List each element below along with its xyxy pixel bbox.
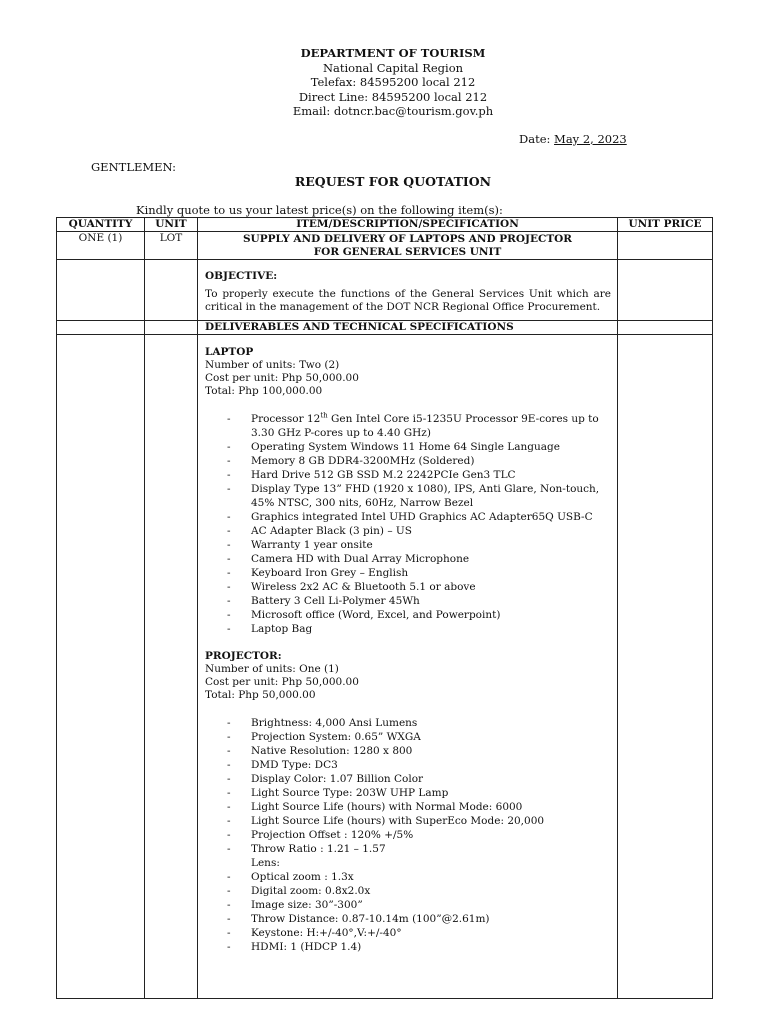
list-item: - Keystone: H:+/-40°,V:+/-40° (227, 927, 402, 939)
laptop-cost: Cost per unit: Php 50,000.00 (205, 372, 359, 384)
list-item: - Display Type 13” FHD (1920 x 1080), IPS, Anti Glare, Non-touch, 45% NTSC, 300 nits, 60Hz, Narrow Bezel (227, 483, 600, 509)
table-row (57, 335, 713, 999)
list-item: - Laptop Bag (227, 623, 313, 635)
date-line (519, 132, 627, 146)
header-unit: UNIT (145, 218, 198, 232)
document-title: REQUEST FOR QUOTATION (294, 174, 492, 189)
objective-text: To properly execute the functions of the General Services Unit which are critical in the management of the DOT NCR Regional Office Procurement. (205, 288, 611, 313)
header-quantity: QUANTITY (57, 218, 145, 232)
region-name: National Capital Region (322, 60, 464, 75)
projector-cost: Cost per unit: Php 50,000.00 (205, 676, 359, 688)
salutation: GENTLEMEN: (91, 160, 177, 174)
unit-cell: LOT (145, 232, 198, 260)
list-item: - Throw Ratio : 1.21 – 1.57 (227, 843, 386, 855)
list-item: - Wireless 2x2 AC & Bluetooth 5.1 or above (227, 581, 476, 593)
list-item: - DMD Type: DC3 (227, 759, 338, 771)
item-title-line1: SUPPLY AND DELIVERY OF LAPTOPS AND PROJECTOR (242, 233, 573, 245)
list-item: - Brightness: 4,000 Ansi Lumens (227, 717, 418, 729)
projector-heading: PROJECTOR: (205, 650, 282, 662)
list-item: - Display Color: 1.07 Billion Color (227, 773, 424, 785)
list-item: - Light Source Type: 203W UHP Lamp (227, 787, 449, 799)
item-title-line2: FOR GENERAL SERVICES UNIT (313, 246, 502, 258)
list-item: - Image size: 30”-300” (227, 899, 363, 911)
list-item: - Hard Drive 512 GB SSD M.2 2242PCIe Gen3 TLC (227, 469, 516, 481)
letterhead (0, 46, 770, 119)
list-item: - Keyboard Iron Grey – English (227, 567, 409, 579)
laptop-total: Total: Php 100,000.00 (205, 385, 323, 397)
unit-price-cell (618, 232, 713, 260)
table-row (57, 260, 713, 321)
list-item: - Native Resolution: 1280 x 800 (227, 745, 413, 757)
projector-units: Number of units: One (1) (205, 663, 339, 675)
header-unit-price: UNIT PRICE (618, 218, 713, 232)
laptop-units: Number of units: Two (2) (205, 359, 340, 371)
date-value: May 2, 2023 (554, 132, 627, 146)
intro-text: Kindly quote to us your latest price(s) on the following item(s): (136, 203, 503, 217)
telefax: Telefax: 84595200 local 212 (310, 75, 476, 89)
list-item: - Processor 12th Gen Intel Core i5-1235U Processor 9E-cores up to 3.30 GHz P-cores up to 4.40 GHz) (227, 411, 599, 439)
department-name: DEPARTMENT OF TOURISM (300, 46, 486, 60)
list-item: - Digital zoom: 0.8x2.0x (227, 885, 371, 897)
lens-label: Lens: (251, 857, 280, 869)
list-item: - Operating System Windows 11 Home 64 Single Language (227, 441, 560, 453)
list-item: - Projection Offset : 120% +/5% (227, 829, 414, 841)
table-row (57, 232, 713, 260)
direct-line: Direct Line: 84595200 local 212 (298, 89, 488, 104)
deliverables-heading: DELIVERABLES AND TECHNICAL SPECIFICATIONS (198, 321, 618, 335)
list-item: - Warranty 1 year onsite (227, 539, 373, 551)
quantity-cell: ONE (1) (57, 232, 145, 260)
laptop-heading: LAPTOP (205, 346, 254, 358)
list-item: - Projection System: 0.65” WXGA (227, 731, 421, 743)
list-item: - AC Adapter Black (3 pin) – US (227, 525, 412, 537)
table-row (57, 321, 713, 335)
laptop-spec-list (227, 412, 610, 636)
item-title-cell (198, 232, 618, 260)
objective-heading: OBJECTIVE: (205, 270, 278, 282)
email-address: Email: dotncr.bac@tourism.gov.ph (292, 104, 494, 118)
list-item: - Optical zoom : 1.3x (227, 871, 354, 883)
quotation-table (56, 217, 713, 999)
list-item: - Camera HD with Dual Array Microphone (227, 553, 470, 565)
list-item: - Light Source Life (hours) with Normal Mode: 6000 (227, 801, 523, 813)
list-item: - Battery 3 Cell Li-Polymer 45Wh (227, 595, 420, 607)
date-label: Date: (519, 132, 555, 146)
table-header-row (57, 218, 713, 232)
projector-total: Total: Php 50,000.00 (205, 689, 316, 701)
specifications-cell (198, 335, 618, 999)
list-item: - Memory 8 GB DDR4-3200MHz (Soldered) (227, 455, 475, 467)
projector-spec-list (227, 716, 610, 954)
objective-cell (198, 260, 618, 321)
list-item: - Microsoft office (Word, Excel, and Powerpoint) (227, 609, 501, 621)
list-item: - HDMI: 1 (HDCP 1.4) (227, 941, 362, 953)
list-item: - Light Source Life (hours) with SuperEco Mode: 20,000 (227, 815, 545, 827)
header-item: ITEM/DESCRIPTION/SPECIFICATION (198, 218, 618, 232)
list-item: - Throw Distance: 0.87-10.14m (100”@2.61m) (227, 913, 490, 925)
list-item: - Graphics integrated Intel UHD Graphics AC Adapter65Q USB-C (227, 511, 593, 523)
